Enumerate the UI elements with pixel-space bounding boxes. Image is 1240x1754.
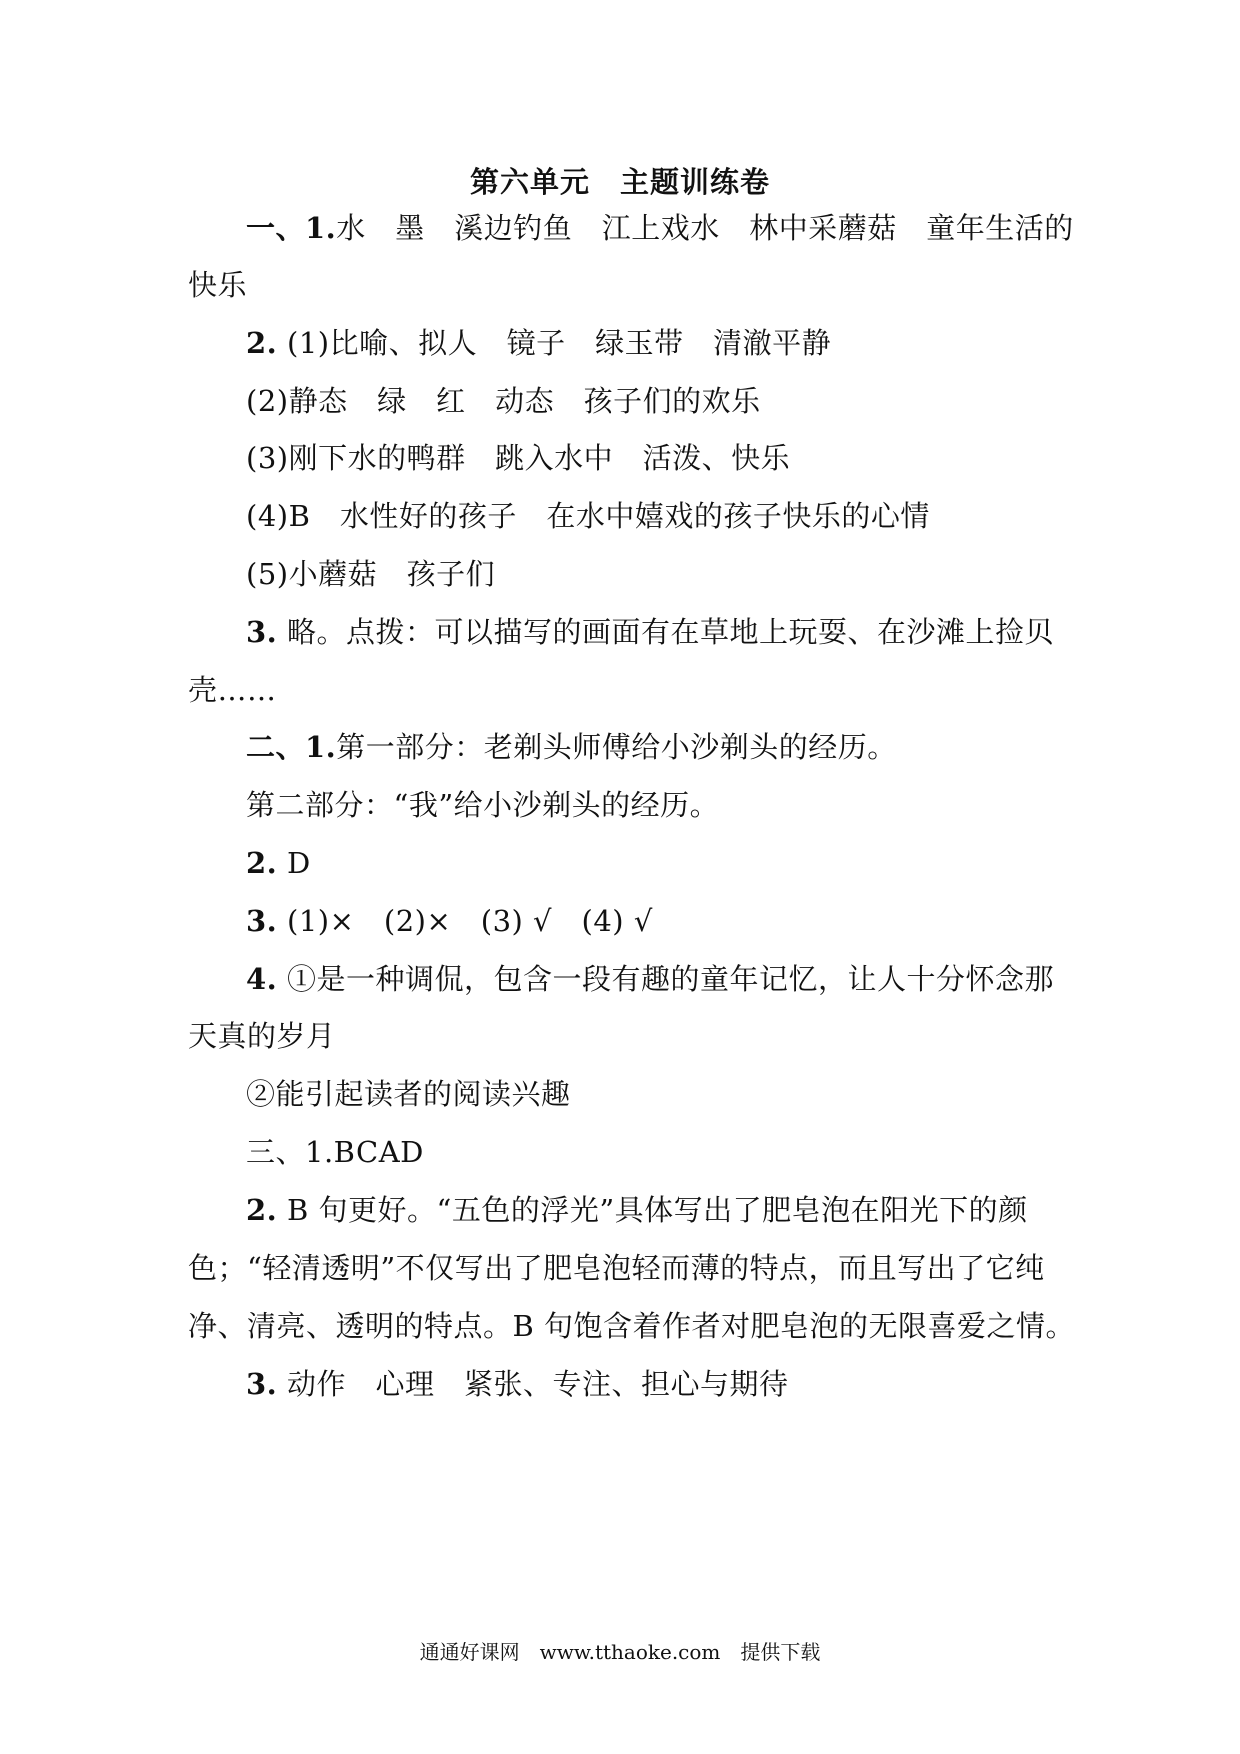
- answer-line: [188, 1248, 1045, 1288]
- page-title: 第六单元 主题训练卷: [469, 165, 770, 199]
- answer-line: [246, 438, 790, 478]
- answer-text: 天真的岁月: [188, 1019, 336, 1053]
- answer-line: [246, 901, 653, 941]
- answer-text: 第二部分：“我”给小沙剃头的经历。: [246, 788, 720, 822]
- answer-line: [246, 554, 495, 594]
- answer-text: B 句更好。“五色的浮光”具体写出了肥皂泡在阳光下的颜: [277, 1193, 1028, 1227]
- item-number: 3.: [246, 904, 278, 938]
- item-number: 一、1.: [246, 211, 337, 245]
- answer-line: [246, 843, 311, 883]
- item-number: 3.: [246, 1367, 278, 1401]
- answer-line: [246, 381, 761, 421]
- answer-text: D: [277, 846, 311, 880]
- answer-line: [246, 1190, 1028, 1230]
- footer-credit: 通通好课网 www.tthaoke.com 提供下载: [419, 1640, 821, 1664]
- answer-line: [246, 727, 897, 767]
- answer-line: [188, 1016, 336, 1056]
- answer-text: (1)比喻、拟人 镜子 绿玉带 清澈平静: [277, 326, 832, 360]
- answer-text: 第一部分：老剃头师傅给小沙剃头的经历。: [336, 730, 897, 764]
- answer-text: 色；“轻清透明”不仅写出了肥皂泡轻而薄的特点，而且写出了它纯: [188, 1251, 1045, 1285]
- answer-line: [246, 1132, 424, 1172]
- answer-text: 壳……: [188, 673, 277, 707]
- answer-line: [246, 496, 930, 536]
- answer-line: [188, 670, 277, 710]
- answer-text: ①是一种调侃，包含一段有趣的童年记忆，让人十分怀念那: [277, 962, 1055, 996]
- answer-line: [246, 208, 1074, 248]
- answer-text: 水 墨 溪边钓鱼 江上戏水 林中采蘑菇 童年生活的: [336, 211, 1074, 245]
- answer-line: [246, 1074, 571, 1114]
- answer-text: 快乐: [188, 268, 248, 302]
- answer-text: ②能引起读者的阅读兴趣: [246, 1077, 571, 1111]
- answer-text: 略。点拨：可以描写的画面有在草地上玩耍、在沙滩上捡贝: [277, 615, 1055, 649]
- answer-text: (1)× (2)× (3) √ (4) √: [277, 904, 653, 938]
- item-number: 2.: [246, 846, 278, 880]
- answer-line: [246, 959, 1054, 999]
- answer-text: (3)刚下水的鸭群 跳入水中 活泼、快乐: [246, 441, 791, 475]
- answer-line: [188, 265, 247, 305]
- answer-text: 净、清亮、透明的特点。B 句饱含着作者对肥皂泡的无限喜爱之情。: [188, 1309, 1076, 1343]
- answer-text: (2)静态 绿 红 动态 孩子们的欢乐: [246, 384, 761, 418]
- answer-text: (4)B 水性好的孩子 在水中嬉戏的孩子快乐的心情: [246, 499, 930, 533]
- item-number: 2.: [246, 1193, 278, 1227]
- item-number: 二、1.: [246, 730, 337, 764]
- answer-line: [246, 785, 719, 825]
- answer-text: 动作 心理 紧张、专注、担心与期待: [277, 1367, 789, 1401]
- item-number: 3.: [246, 615, 278, 649]
- answer-text: (5)小蘑菇 孩子们: [246, 557, 496, 591]
- answer-line: [188, 1306, 1075, 1346]
- answer-line: [246, 612, 1054, 652]
- item-number: 4.: [246, 962, 278, 996]
- item-number: 2.: [246, 326, 278, 360]
- answer-line: [246, 1364, 789, 1404]
- answer-line: [246, 323, 831, 363]
- answer-text: 三、1.BCAD: [246, 1135, 424, 1169]
